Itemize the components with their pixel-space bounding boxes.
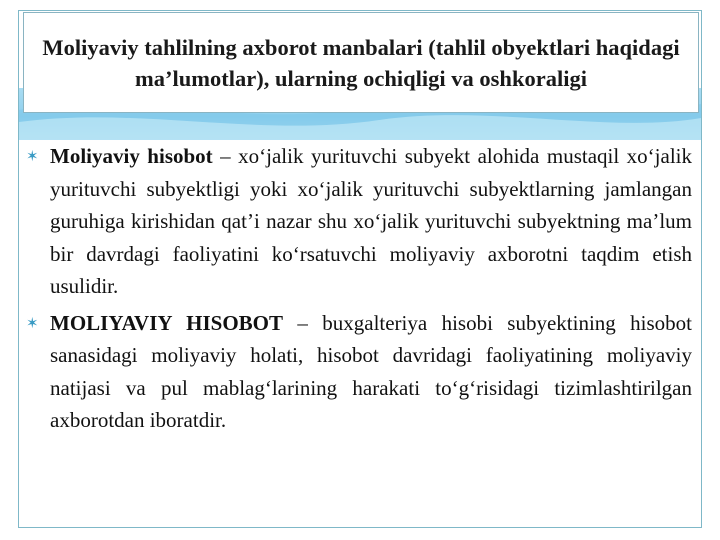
bullet-text: – xo‘jalik yurituvchi subyekt alohida mustaqil xo‘jalik yurituvchi subyektligi yoki xo‘jalik yurituvchi subyektlarning jamlangan guruhiga kirishidan qat’i nazar shu xo‘jalik yurituvchi subyektning ma’lum bir davrdagi faoliyatini ko‘rsatuvchi moliyaviy axborotni taqdim etish usulidir. <box>50 144 692 298</box>
asterisk-icon: ✶ <box>26 147 39 165</box>
bullet-item <box>22 307 692 437</box>
bullet-term: MOLIYAVIY HISOBOT <box>50 310 283 335</box>
title-box <box>23 12 699 113</box>
bullet-text: – buxgalteriya hisobi subyektining hisobot sanasidagi moliyaviy holati, hisobot davridagi faoliyatining moliyaviy natijasi va pul mablag‘larining harakati to‘g‘risidagi tizimlashtirilgan axborotdan iboratdir. <box>50 310 693 432</box>
bullet-term: Moliyaviy hisobot <box>50 144 213 168</box>
asterisk-icon: ✶ <box>26 313 39 332</box>
bullet-item <box>22 140 692 303</box>
slide-title: Moliyaviy tahlilning axborot manbalari (tahlil obyektlari haqidagi ma’lumotlar), ularning ochiqligi va oshkoraligi <box>42 34 680 91</box>
bullet-list <box>22 140 692 441</box>
